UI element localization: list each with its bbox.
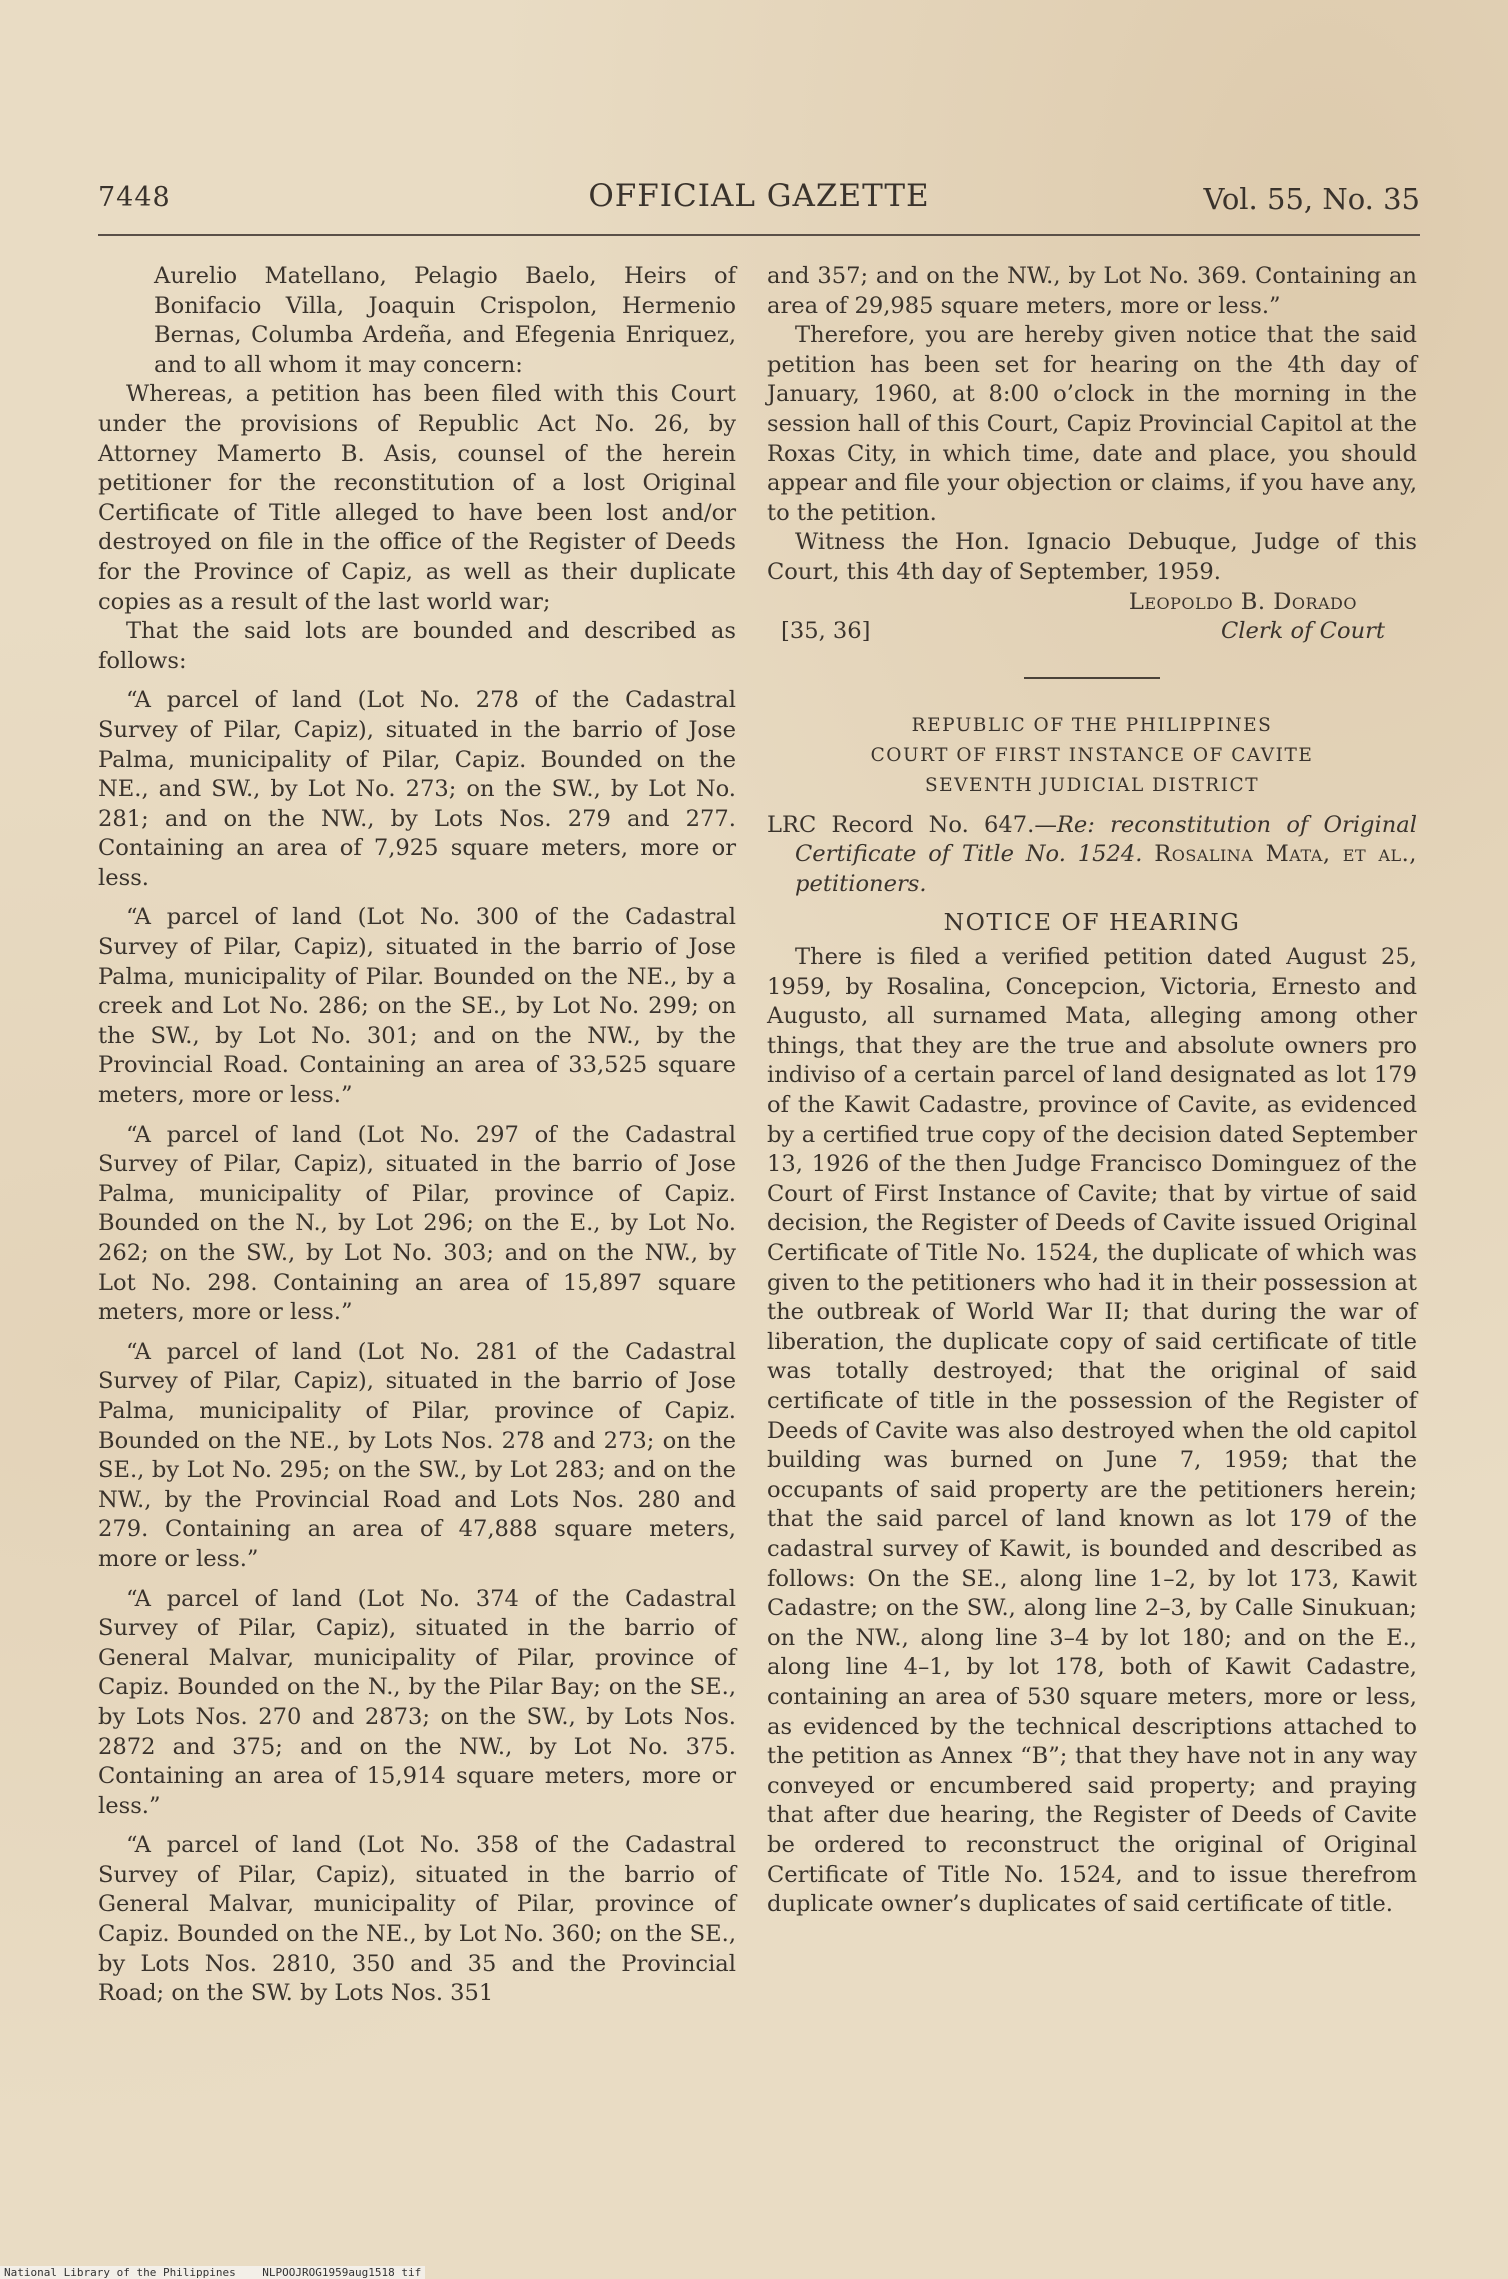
notice-heading: NOTICE OF HEARING: [943, 907, 1241, 936]
header-rule: [98, 234, 1420, 236]
notice-body: There is filed a verified petition dated August 25, 1959, by Rosalina, Concepcion, Victoria, Ernesto and Augusto, all surnamed Mata, alleging among other things, that they are the true and absolute owners pro indiviso of a certain parcel of land designated as lot 179 of the Kawit Cadastre, province of Cavite, as evidenced by a certified true copy of the decision dated September 13, 1926 of the then Judge Francisco Dominguez of the Court of First Instance of Cavite; that by virtue of said decision, the Register of Deeds of Cavite issued Original Certificate of Title No. 1524, the duplicate of which was given to the petitioners who had it in their possession at the outbreak of World War II; that during the war of liberation, the duplicate copy of said certificate of title was totally destroyed; that the original of said certificate of title in the possession of the Register of Deeds of Cavite was also destroyed when the old capitol building was burned on June 7, 1959; that the occupants of said property are the petitioners herein; that the said parcel of land known as lot 179 of the cadastral survey of Kawit, is bounded and described as follows: On the SE., along line 1–2, by lot 173, Kawit Cadastre; on the SW., along line 2–3, by Calle Sinukuan; on the NW., along line 3–4 by lot 180; and on the E., along line 4–1, by lot 178, both of Kawit Cadastre, containing an area of 530 square meters, more or less, as evidenced by the technical descriptions attached to the petition as Annex “B”; that they have not in any way conveyed or encumbered said property; and praying that after due hearing, the Register of Deeds of Cavite be ordered to reconstruct the original of Original Certificate of Title No. 1524, and to issue therefrom duplicate owner’s duplicates of said certificate of title.: [767, 944, 1417, 1918]
record-number: LRC Record No. 647.—: [767, 811, 1057, 838]
parcel-paragraph: “A parcel of land (Lot No. 281 of the Cadastral Survey of Pilar, Capiz), situated in the barrio of Jose Palma, municipality of Pilar, province of Capiz. Bounded on the NE., by Lots Nos. 278 and 273; on the SE., by Lot No. 295; on the SW., by Lot 283; and on the NW., by the Provincial Road and Lots Nos. 280 and 279. Containing an area of 47,888 square meters, more or less.”: [98, 1338, 736, 1572]
footer-file: NLPOOJROG1959aug1518 tif: [262, 2266, 422, 2279]
therefore-paragraph: Therefore, you are hereby given notice that the said petition has been set for hearing on the 4th day of January, 1960, at 8:00 o’clock in the morning in the session hall of this Court, Capiz Provincial Capitol at the Roxas City, in which time, date and place, you should appear and file your objection or claims, if you have any, to the petition.: [767, 322, 1417, 526]
witness-paragraph: Witness the Hon. Ignacio Debuque, Judge of this Court, this 4th day of September, 1959.: [767, 529, 1417, 585]
parcel-paragraph: “A parcel of land (Lot No. 374 of the Cadastral Survey of Pilar, Capiz), situated in the barrio of General Malvar, municipality of Pilar, province of Capiz. Bounded on the N., by the Pilar Bay; on the SE., by Lots Nos. 270 and 2873; on the SW., by Lots Nos. 2872 and 375; and on the NW., by Lot No. 375. Containing an area of 15,914 square meters, more or less.”: [98, 1585, 736, 1819]
court-heading-district: SEVENTH JUDICIAL DISTRICT: [924, 774, 1260, 796]
publication-title: OFFICIAL GAZETTE: [588, 178, 930, 214]
left-column: [98, 262, 736, 2009]
bounds-intro: That the said lots are bounded and described as follows:: [98, 618, 736, 674]
volume-issue: Vol. 55, No. 35: [1203, 182, 1420, 216]
record-line: [767, 811, 1417, 900]
record-subject: Re: reconstitution of Original Certificate of Title No. 1524.: [795, 811, 1417, 868]
record-parties: Rosalina Mata, et al.,: [1154, 841, 1417, 868]
parcel-paragraph: “A parcel of land (Lot No. 297 of the Cadastral Survey of Pilar, Capiz), situated in the barrio of Jose Palma, municipality of Pilar, province of Capiz. Bounded on the N., by Lot 296; on the E., by Lot No. 262; on the SW., by Lot No. 303; and on the NW., by Lot No. 298. Containing an area of 15,897 square meters, more or less.”: [98, 1121, 736, 1326]
page-header: [98, 178, 1420, 232]
court-heading-republic: REPUBLIC OF THE PHILIPPINES: [911, 714, 1273, 736]
parcel-paragraph: “A parcel of land (Lot No. 278 of the Cadastral Survey of Pilar, Capiz), situated in the barrio of Jose Palma, municipality of Pilar, Capiz. Bounded on the NE., and SW., by Lot No. 273; on the SW., by Lot No. 281; and on the NW., by Lots Nos. 279 and 277. Containing an area of 7,925 square meters, more or less.: [98, 687, 736, 891]
record-role: petitioners.: [795, 870, 927, 897]
parcel-paragraph: “A parcel of land (Lot No. 300 of the Cadastral Survey of Pilar, Capiz), situated in the barrio of Jose Palma, municipality of Pilar. Bounded on the NE., by a creek and Lot No. 286; on the SE., by Lot No. 299; on the SW., by Lot No. 301; and on the NW., by the Provincial Road. Containing an area of 33,525 square meters, more or less.”: [98, 904, 736, 1109]
section-divider: [1024, 677, 1160, 679]
parcel-paragraph: “A parcel of land (Lot No. 358 of the Cadastral Survey of Pilar, Capiz), situated in the barrio of General Malvar, municipality of Pilar, province of Capiz. Bounded on the NE., by Lot No. 360; on the SE., by Lots Nos. 2810, 350 and 35 and the Provincial Road; on the SW. by Lots Nos. 351: [98, 1832, 736, 2007]
scan-footer: [0, 2266, 425, 2279]
footer-source: National Library of the Philippines: [4, 2266, 236, 2279]
court-heading-court: COURT OF FIRST INSTANCE OF CAVITE: [870, 744, 1314, 766]
whereas-paragraph: Whereas, a petition has been filed with this Court under the provisions of Republic Act No. 26, by Attorney Mamerto B. Asis, counsel of the herein petitioner for the reconstitution of a lost Original Certificate of Title alleged to have been lost and/or destroyed on file in the office of the Register of Deeds for the Province of Capiz, as well as their duplicate copies as a result of the last world war;: [98, 381, 736, 615]
page-number: 7448: [98, 182, 171, 213]
signatory-title: Clerk of Court: [1220, 618, 1385, 645]
notice-addressees: Aurelio Matellano, Pelagio Baelo, Heirs of Bonifacio Villa, Joaquin Crispolon, Hermenio Bernas, Columba Ardeña, and Efegenia Enriquez, and to all whom it may concern:: [154, 263, 736, 378]
issue-reference: [35, 36]: [781, 618, 871, 645]
right-column: [767, 262, 1417, 1920]
signatory-name: Leopoldo B. Dorado: [1128, 588, 1357, 615]
parcel-continuation: and 357; and on the NW., by Lot No. 369. Containing an area of 29,985 square meters, more or less.”: [767, 263, 1417, 319]
signature-line: [767, 617, 1417, 647]
